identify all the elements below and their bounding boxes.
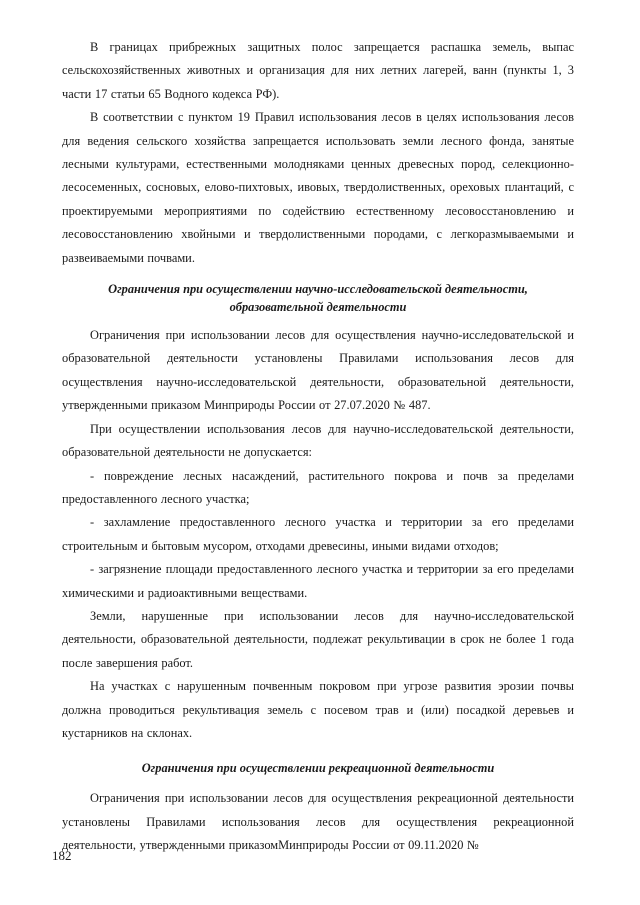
paragraph-recreation-rules: Ограничения при использовании лесов для осуществления рекреационной деятельности установлены Правилами использования лесов для осуществления рекреационной деятельности, утвержденными приказомМинприроды России от 09.11.2020 №: [62, 791, 574, 853]
list-item-damage: - повреждение лесных насаждений, растительного покрова и почв за пределами предоставленного лесного участка;: [62, 468, 574, 506]
section-heading-research-line2: образовательной деятельности: [229, 300, 407, 315]
section-heading-research-line1: Ограничения при осуществлении научно-исследовательской деятельности,: [108, 282, 528, 297]
paragraph-agriculture-rules: В соответствии с пунктом 19 Правил использования лесов в целях использования лесов для ведения сельского хозяйства запрещается использовать земли лесного фонда, занятые лесными культурами, естественными молодняками ценных древесных пород, селекционно-лесосеменных, сосновых, елово-пихтовых, ивовых, твердолиственных, ореховых плантаций, с проектируемыми мероприятиями по содействию естественному лесовосстановлению и лесовосстановлению хвойными и твердолиственными породами, с легкоразмываемыми и развеиваемыми почвами.: [62, 110, 574, 265]
section-heading-research: [62, 280, 574, 316]
list-item-littering: - захламление предоставленного лесного участка и территории за его пределами строительным и бытовым мусором, отходами древесины, иными видами отходов;: [62, 515, 574, 553]
paragraph-erosion-recultivation: На участках с нарушенным почвенным покровом при угрозе развития эрозии почвы должна проводиться рекультивация земель с посевом трав и (или) посадкой деревьев и кустарников на склонах.: [62, 679, 574, 740]
page-number: 182: [52, 848, 72, 863]
paragraph-research-prohibited-intro: При осуществлении использования лесов для научно-исследовательской деятельности, образовательной деятельности не допускается:: [62, 421, 574, 460]
paragraph-research-rules: Ограничения при использовании лесов для осуществления научно-исследовательской и образовательной деятельности установлены Правилами использования лесов для осуществления научно-исследовательской деятельности, образовательной деятельности, утвержденными приказом Минприроды России от 27.07.2020 № 487.: [62, 328, 574, 413]
list-item-pollution: - загрязнение площади предоставленного лесного участка и территории за его пределами химическими и радиоактивными веществами.: [62, 562, 574, 600]
document-body: [62, 36, 574, 858]
paragraph-recultivation-term: Земли, нарушенные при использовании лесов для научно-исследовательской деятельности, образовательной деятельности, подлежат рекультивации в срок не более 1 года после завершения работ.: [62, 608, 574, 670]
section-heading-recreation: Ограничения при осуществлении рекреационной деятельности: [141, 761, 495, 776]
paragraph-coastal-protection: В границах прибрежных защитных полос запрещается распашка земель, выпас сельскохозяйственных животных и организация для них летних лагерей, ванн (пункты 1, 3 части 17 статьи 65 Водного кодекса РФ).: [62, 40, 574, 101]
